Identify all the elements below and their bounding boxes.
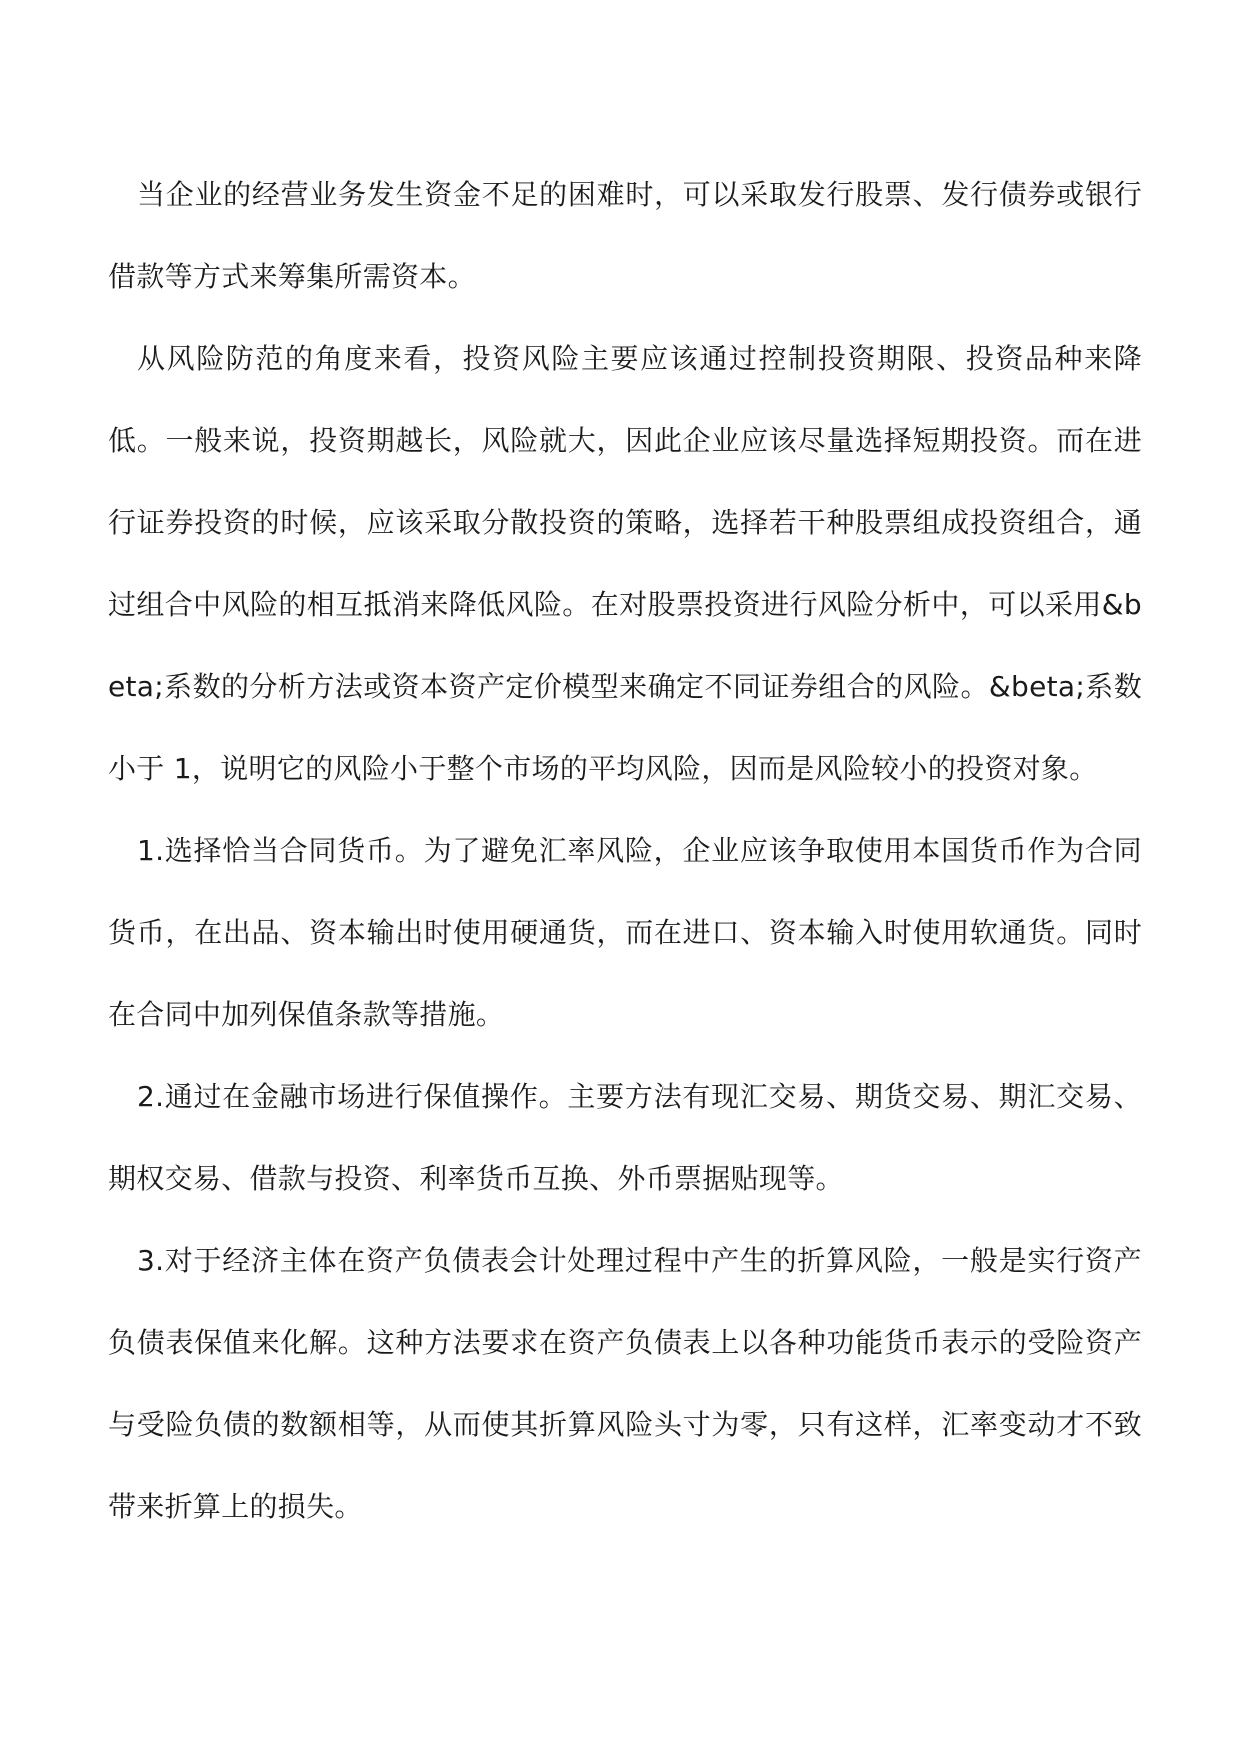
paragraph-translation-risk: 3.对于经济主体在资产负债表会计处理过程中产生的折算风险，一般是实行资产负债表保值来化解。这种方法要求在资产负债表上以各种功能货币表示的受险资产与受险负债的数额相等，从而使其折算风险头寸为零，只有这样，汇率变动才不致带来折算上的损失。: [108, 1244, 1142, 1523]
paragraph-financing: 当企业的经营业务发生资金不足的困难时，可以采取发行股票、发行债券或银行借款等方式来筹集所需资本。: [108, 178, 1142, 293]
document-body: [108, 154, 1142, 1548]
paragraph-investment-risk: 从风险防范的角度来看，投资风险主要应该通过控制投资期限、投资品种来降低。一般来说，投资期越长，风险就大，因此企业应该尽量选择短期投资。而在进行证券投资的时候，应该采取分散投资的策略，选择若干种股票组成投资组合，通过组合中风险的相互抵消来降低风险。在对股票投资进行风险分析中，可以采用&beta;系数的分析方法或资本资产定价模型来确定不同证券组合的风险。&beta;系数小于 1，说明它的风险小于整个市场的平均风险，因而是风险较小的投资对象。: [108, 342, 1142, 785]
paragraph-hedging-operations: 2.通过在金融市场进行保值操作。主要方法有现汇交易、期货交易、期汇交易、期权交易、借款与投资、利率货币互换、外币票据贴现等。: [108, 1080, 1142, 1195]
paragraph-contract-currency: 1.选择恰当合同货币。为了避免汇率风险，企业应该争取使用本国货币作为合同货币，在出品、资本输出时使用硬通货，而在进口、资本输入时使用软通货。同时在合同中加列保值条款等措施。: [108, 834, 1142, 1031]
